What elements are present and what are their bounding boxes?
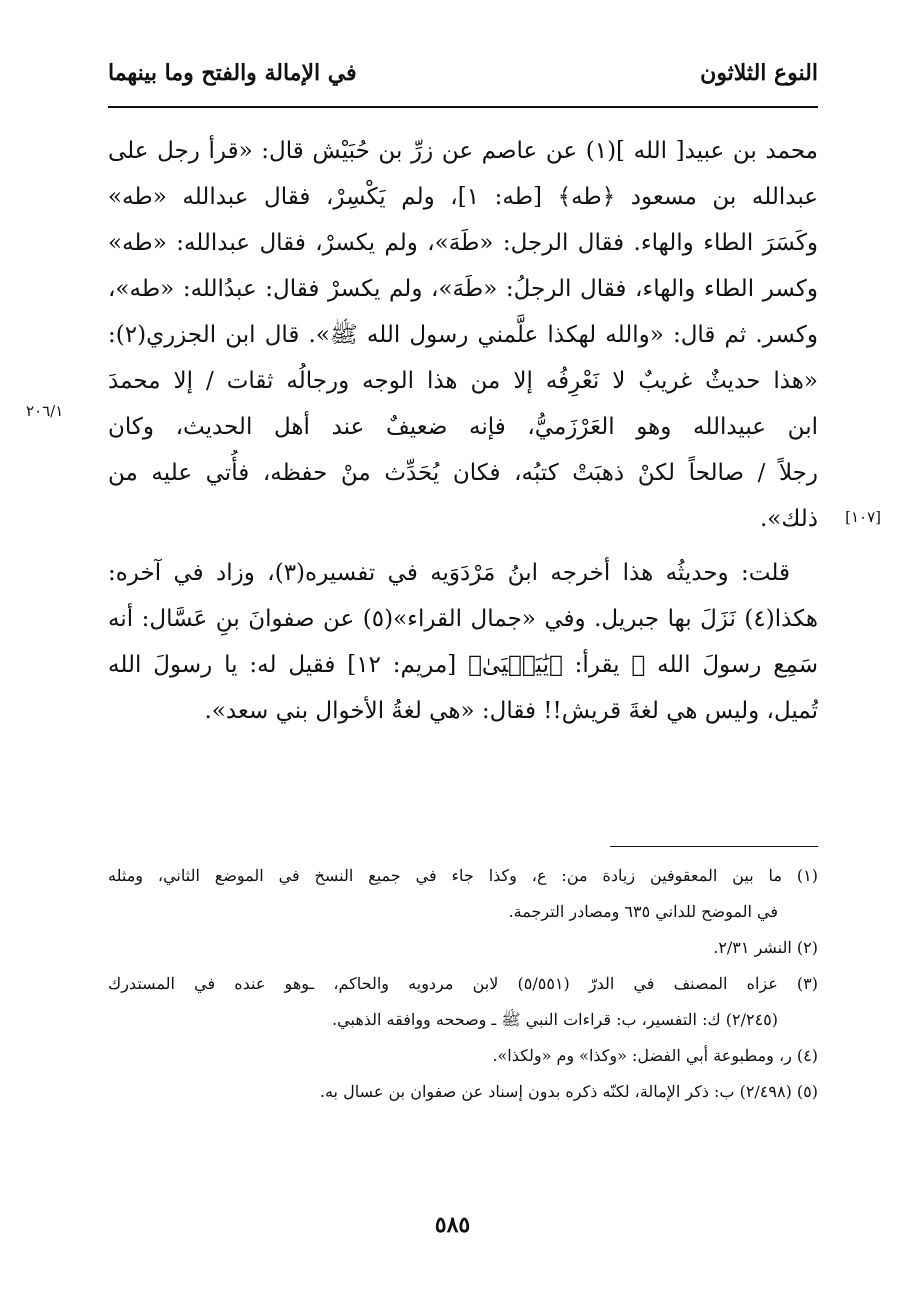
text-line: محمد بن عبيد[ الله ](١) عن عاصم عن زرِّ بن حُبَيْش قال: «قرأ رجل على xyxy=(108,138,818,164)
page-number: ٥٨٥ xyxy=(434,1212,471,1238)
text-line: رجلاً / صالحاً لكنْ ذهبَتْ كتبُه، فكان يُحَدِّث منْ حفظه، فأُتي عليه من xyxy=(108,460,818,486)
text-line: هكذا(٤) نَزَلَ بها جبريل. وفي «جمال القراء»(٥) عن صفوانَ بنِ عَسَّال: أنه xyxy=(108,606,818,632)
main-text xyxy=(108,128,818,734)
paragraph-gap xyxy=(108,542,818,550)
text-line: وكسر. ثم قال: «والله لهكذا علَّمني رسول الله ﷺ». قال ابن الجزري(٢): xyxy=(108,322,818,348)
footnote-1-continued: في الموضح للداني ٦٣٥ ومصادر الترجمة. xyxy=(508,902,778,921)
footnote-4: (٤) ر، ومطبوعة أبي الفضل: «وكذا» وم «ولكذا». xyxy=(492,1046,818,1065)
footnote-5: (٥) (٢/٤٩٨) ب: ذكر الإمالة، لكنّه ذكره بدون إسناد عن صفوان بن عسال به. xyxy=(319,1082,818,1101)
folio-reference-b: [١٠٧] xyxy=(845,508,881,526)
footnote-separator xyxy=(610,846,818,847)
text-line: قلت: وحديثُه هذا أخرجه ابنُ مَرْدَوَيه في تفسيره(٣)، وزاد في آخره: xyxy=(108,560,790,586)
footnotes xyxy=(108,858,818,1110)
header-rule xyxy=(108,106,818,108)
text-line: ابن عبيدالله وهو العَرْزَميُّ، فإنه ضعيفٌ عند أهل الحديث، وكان xyxy=(108,414,818,440)
text-line: «هذا حديثٌ غريبٌ لا نَعْرِفُه إلا من هذا الوجه ورجالُه ثقات / إلا محمدَ xyxy=(108,368,818,394)
chapter-title: النوع الثلاثون xyxy=(700,60,818,86)
running-header xyxy=(108,58,818,102)
text-line: وكَسَرَ الطاء والهاء. فقال الرجل: «طَهَ»، ولم يكسرْ، فقال عبدالله: «طه» xyxy=(108,230,818,256)
text-line: عبدالله بن مسعود ﴿طه﴾ [طه: ١]، ولم يَكْسِرْ، فقال عبدالله «طه» xyxy=(108,184,818,210)
footnote-3: (٣) عزاه المصنف في الدرّ (٥/٥٥١) لابن مردويه والحاكم، ـوهو عنده في المستدرك xyxy=(108,974,818,993)
text-line: تُميل، وليس هي لغةَ قريش!! فقال: «هي لغةُ الأخوال بني سعد». xyxy=(204,698,818,724)
text-line: سَمِع رسولَ الله ﷺ يقرأ: ﴿يَٰيَحۡيَىٰ﴾ [مريم: ١٢] فقيل له: يا رسولَ الله xyxy=(108,652,818,678)
footnote-3-continued: (٢/٢٤٥) ك: التفسير، ب: قراءات النبي ﷺ ـ وصححه ووافقه الذهبي. xyxy=(332,1010,778,1029)
section-title: في الإمالة والفتح وما بينهما xyxy=(108,60,357,86)
folio-reference-a: ٢٠٦/١ xyxy=(26,402,64,420)
footnote-1: (١) ما بين المعقوفين زيادة من: ع، وكذا جاء في جميع النسخ في الموضع الثاني، ومثله xyxy=(108,866,818,885)
footnote-2: (٢) النشر ٢/٣١. xyxy=(713,938,818,957)
text-line: ذلك». xyxy=(759,506,818,532)
text-line: وكسر الطاء والهاء، فقال الرجلُ: «طَهَ»، ولم يكسرْ فقال: عبدُالله: «طه»، xyxy=(108,276,818,302)
